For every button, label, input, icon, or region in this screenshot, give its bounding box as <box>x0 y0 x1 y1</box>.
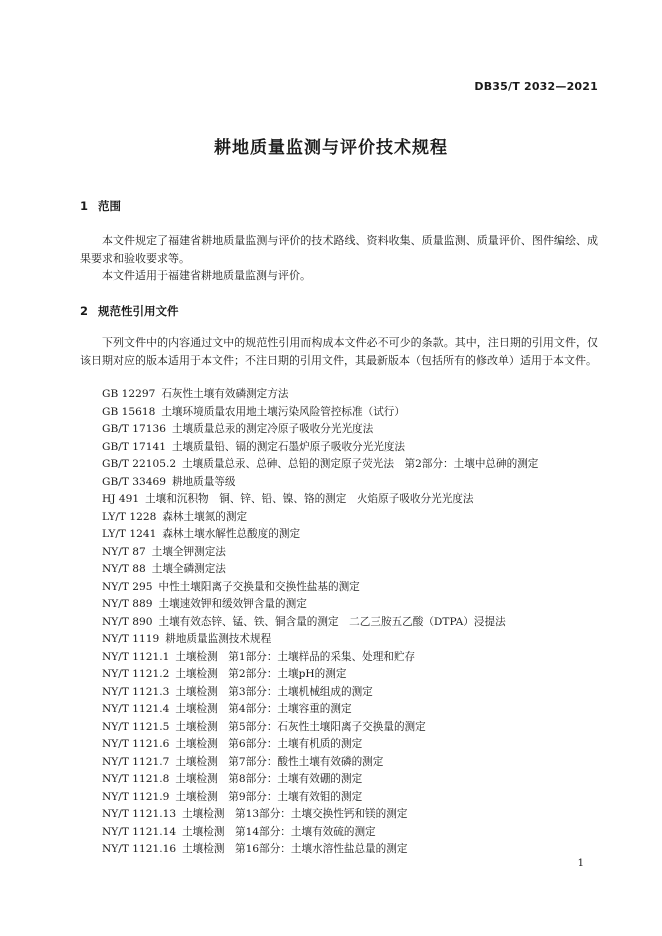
reference-title: 土壤质量总汞的测定冷原子吸收分光光度法 <box>171 423 374 435</box>
reference-code: GB/T 33469 <box>102 475 166 488</box>
reference-code: NY/T 87 <box>102 545 146 558</box>
reference-item <box>102 561 602 579</box>
reference-title: 土壤检测 第14部分：土壤有效硫的测定 <box>182 825 376 838</box>
reference-item <box>102 719 602 737</box>
section-title: 规范性引用文件 <box>98 304 179 318</box>
reference-title: 土壤检测 第8部分：土壤有效硼的测定 <box>175 773 363 785</box>
reference-item <box>102 404 602 422</box>
reference-item <box>102 421 602 439</box>
reference-code: LY/T 1241 <box>102 528 157 540</box>
reference-code: LY/T 1228 <box>102 510 157 523</box>
reference-code: GB/T 22105.2 <box>102 458 177 470</box>
reference-title: 石灰性土壤有效磷测定方法 <box>161 388 289 400</box>
reference-list <box>102 386 602 859</box>
reference-code: NY/T 1121.1 <box>102 650 170 663</box>
reference-code: NY/T 1121.6 <box>102 738 170 750</box>
reference-item <box>102 526 602 544</box>
document-title: 耕地质量监测与评价技术规程 <box>214 138 448 158</box>
reference-title: 森林土壤水解性总酸度的测定 <box>162 528 301 540</box>
reference-code: NY/T 1121.13 <box>102 808 177 820</box>
reference-code: NY/T 890 <box>102 615 153 628</box>
reference-item <box>102 806 602 824</box>
reference-code: NY/T 889 <box>102 598 153 610</box>
reference-item <box>102 491 602 509</box>
reference-code: NY/T 1121.4 <box>102 703 170 715</box>
section-heading-scope <box>80 198 121 214</box>
paragraph: 本文件适用于福建省耕地质量监测与评价。 <box>102 269 311 282</box>
section-body-scope <box>80 232 598 285</box>
reference-title: 土壤检测 第16部分：土壤水溶性盐总量的测定 <box>182 843 408 855</box>
reference-code: NY/T 1121.7 <box>102 755 170 768</box>
reference-title: 土壤检测 第3部分：土壤机械组成的测定 <box>175 685 373 698</box>
section-number: 2 <box>80 304 89 318</box>
reference-item <box>102 754 602 772</box>
reference-item <box>102 771 602 789</box>
reference-title: 土壤检测 第9部分：土壤有效钼的测定 <box>175 790 363 803</box>
reference-title: 土壤检测 第1部分：土壤样品的采集、处理和贮存 <box>175 650 416 663</box>
reference-item <box>102 701 602 719</box>
reference-code: NY/T 1121.9 <box>102 790 170 803</box>
standard-code: DB35/T 2032—2021 <box>474 80 598 93</box>
reference-title: 耕地质量监测技术规程 <box>165 633 272 645</box>
reference-code: NY/T 1121.8 <box>102 773 170 785</box>
section-number: 1 <box>80 199 89 213</box>
reference-title: 土壤全钾测定法 <box>151 545 226 558</box>
reference-title: 土壤环境质量农用地土壤污染风险管控标准（试行） <box>161 405 405 418</box>
reference-code: NY/T 88 <box>102 563 146 575</box>
reference-code: GB/T 17141 <box>102 440 166 453</box>
reference-item <box>102 614 602 632</box>
reference-code: GB 12297 <box>102 388 156 400</box>
reference-item <box>102 631 602 649</box>
section-title: 范围 <box>98 199 121 213</box>
reference-item <box>102 474 602 492</box>
reference-code: NY/T 1119 <box>102 633 160 645</box>
section-heading-normative-references <box>80 303 179 319</box>
reference-code: NY/T 1121.2 <box>102 668 170 680</box>
reference-title: 土壤有效态锌、锰、铁、铜含量的测定 二乙三胺五乙酸（DTPA）浸提法 <box>158 615 506 628</box>
reference-title: 土壤质量总汞、总砷、总铅的测定原子荧光法 第2部分：土壤中总砷的测定 <box>182 458 539 470</box>
reference-code: NY/T 1121.3 <box>102 685 170 698</box>
reference-title: 土壤质量铅、镉的测定石墨炉原子吸收分光光度法 <box>171 440 406 453</box>
reference-title: 森林土壤氮的测定 <box>162 510 248 523</box>
reference-item <box>102 386 602 404</box>
reference-code: NY/T 1121.16 <box>102 843 177 855</box>
reference-title: 耕地质量等级 <box>171 475 236 488</box>
reference-item <box>102 736 602 754</box>
reference-title: 土壤检测 第7部分：酸性土壤有效磷的测定 <box>175 755 384 768</box>
reference-item <box>102 439 602 457</box>
reference-item <box>102 666 602 684</box>
reference-item <box>102 509 602 527</box>
reference-item <box>102 649 602 667</box>
reference-item <box>102 579 602 597</box>
section-body-normative-references <box>80 334 598 369</box>
reference-title: 土壤检测 第5部分：石灰性土壤阳离子交换量的测定 <box>175 720 426 733</box>
reference-title: 土壤检测 第2部分：土壤pH的测定 <box>175 668 347 680</box>
reference-code: GB 15618 <box>102 405 156 418</box>
reference-title: 中性土壤阳离子交换量和交换性盐基的测定 <box>158 580 360 593</box>
page-number: 1 <box>577 858 584 869</box>
reference-code: HJ 491 <box>102 493 140 505</box>
reference-item <box>102 841 602 859</box>
reference-title: 土壤检测 第6部分：土壤有机质的测定 <box>175 738 363 750</box>
reference-item <box>102 596 602 614</box>
reference-code: NY/T 295 <box>102 580 153 593</box>
reference-title: 土壤检测 第4部分：土壤容重的测定 <box>175 703 352 715</box>
reference-title: 土壤和沉积物 铜、锌、铅、镍、铬的测定 火焰原子吸收分光光度法 <box>145 493 474 505</box>
reference-item <box>102 456 602 474</box>
reference-item <box>102 824 602 842</box>
reference-code: NY/T 1121.5 <box>102 720 170 733</box>
paragraph: 下列文件中的内容通过文中的规范性引用而构成本文件必不可少的条款。其中，注日期的引用文件，仅该日期对应的版本适用于本文件；不注日期的引用文件，其最新版本（包括所有的修改单）适用于本文件。 <box>80 336 598 367</box>
reference-code: NY/T 1121.14 <box>102 825 177 838</box>
reference-item <box>102 789 602 807</box>
reference-item <box>102 544 602 562</box>
reference-title: 土壤速效钾和缓效钾含量的测定 <box>158 598 307 610</box>
reference-title: 土壤全磷测定法 <box>151 563 226 575</box>
reference-code: GB/T 17136 <box>102 423 166 435</box>
reference-title: 土壤检测 第13部分：土壤交换性钙和镁的测定 <box>182 808 408 820</box>
paragraph: 本文件规定了福建省耕地质量监测与评价的技术路线、资料收集、质量监测、质量评价、图件编绘、成果要求和验收要求等。 <box>80 234 598 265</box>
reference-item <box>102 684 602 702</box>
